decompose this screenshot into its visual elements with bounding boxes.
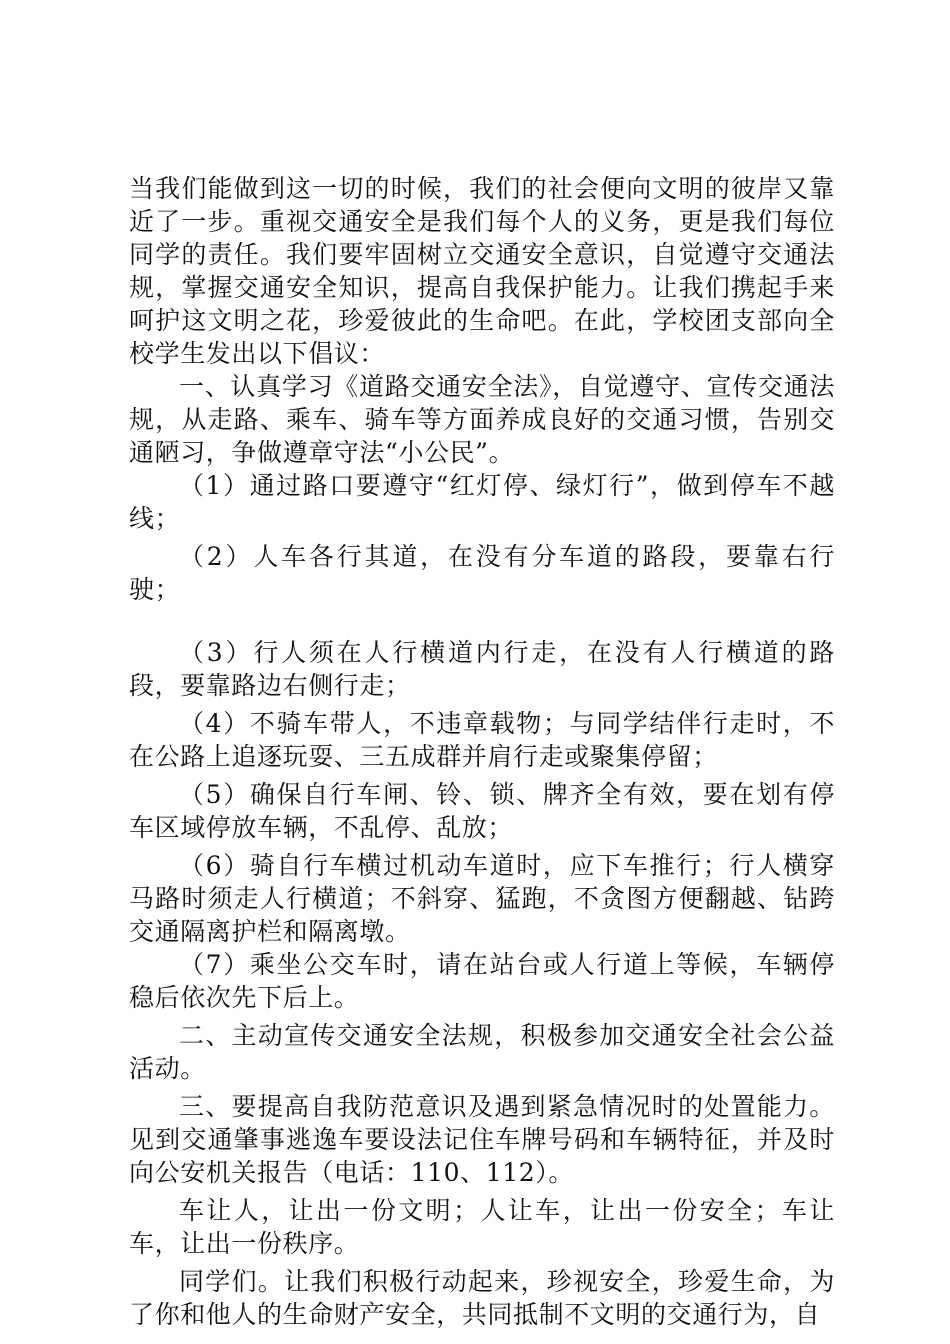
paragraph-rule-3: （3）行人须在人行横道内行走，在没有人行横道的路段，要靠路边右侧行走；	[129, 638, 835, 700]
paragraph-rule-4: （4）不骑车带人，不违章载物；与同学结伴行走时，不在公路上追逐玩耍、三五成群并肩行走或聚集停留；	[129, 709, 835, 771]
paragraph-intro: 当我们能做到这一切的时候，我们的社会便向文明的彼岸又靠近了一步。重视交通安全是我们每个人的义务，更是我们每位同学的责任。我们要牢固树立交通安全意识，自觉遵守交通法规，掌握交通安全知识，提高自我保护能力。让我们携起手来呵护这文明之花，珍爱彼此的生命吧。在此，学校团支部向全校学生发出以下倡议：	[129, 174, 835, 368]
paragraph-closing: 同学们。让我们积极行动起来，珍视安全，珍爱生命，为了你和他人的生命财产安全，共同抵制不文明的交通行为，自	[129, 1267, 835, 1329]
paragraph-rule-1: （1）通过路口要遵守“红灯停、绿灯行”，做到停车不越线；	[129, 471, 835, 533]
paragraph-initiative-1: 一、认真学习《道路交通安全法》，自觉遵守、宣传交通法规，从走路、乘车、骑车等方面养成良好的交通习惯，告别交通陋习，争做遵章守法“小公民”。	[129, 372, 835, 467]
paragraph-rule-6: （6）骑自行车横过机动车道时，应下车推行；行人横穿马路时须走人行横道；不斜穿、猛跑，不贪图方便翻越、钻跨交通隔离护栏和隔离墩。	[129, 851, 835, 946]
paragraph-rule-7: （7）乘坐公交车时，请在站台或人行道上等候，车辆停稳后依次先下后上。	[129, 950, 835, 1012]
paragraph-rule-5: （5）确保自行车闸、铃、锁、牌齐全有效，要在划有停车区域停放车辆，不乱停、乱放；	[129, 780, 835, 842]
document-body	[129, 172, 835, 1331]
paragraph-rule-2: （2）人车各行其道，在没有分车道的路段，要靠右行驶；	[129, 542, 835, 604]
paragraph-initiative-3: 三、要提高自我防范意识及遇到紧急情况时的处置能力。见到交通肇事逃逸车要设法记住车牌号码和车辆特征，并及时向公安机关报告（电话：110、112）。	[129, 1092, 835, 1187]
spacer	[129, 606, 835, 636]
paragraph-initiative-2: 二、主动宣传交通安全法规，积极参加交通安全社会公益活动。	[129, 1021, 835, 1083]
paragraph-slogan: 车让人，让出一份文明；人让车，让出一份安全；车让车，让出一份秩序。	[129, 1196, 835, 1258]
